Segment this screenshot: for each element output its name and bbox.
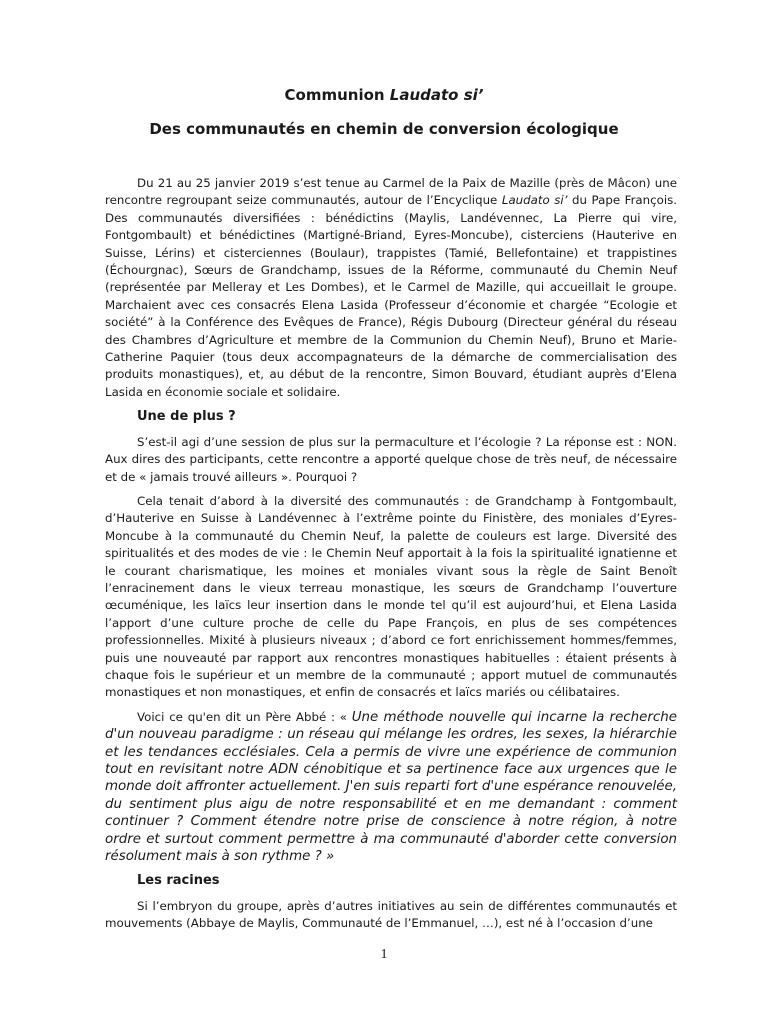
document-title-italic: Laudato si’ bbox=[389, 86, 484, 104]
page-number: 1 bbox=[380, 947, 388, 962]
intro-text-2: du Pape François. Des communautés diversifiées : bénédictins (Maylis, Landévennec, La Pierre qui vire, Fontgombault) et bénédictines (Martigné-Briand, Eyres-Moncube), cisterciens (Hauterive en Suisse, Lérins) et cisterciennes (Boulaur), trappistes (Tamié, Bellefontaine) et trappistines (Échourgnac), Sœurs de Grandchamp, issues de la Réforme, communauté du Chemin Neuf (représentée par Melleray et Les Dombes), et le Carmel de Mazille, qui accueillait le groupe. Marchaient avec ces consacrés Elena Lasida (Professeur d’économie et chargée “Ecologie et société” à la Conférence des Evêques de France), Régis Dubourg (Directeur général du réseau des Chambres d’Agriculture et membre de la Communion du Chemin Neuf), Bruno et Marie-Catherine Paquier (tous deux accompagnateurs de la démarche de commercialisation des produits monastiques), et, au début de la rencontre, Simon Bouvard, étudiant auprès d’Elena Lasida en économie sociale et solidaire. bbox=[105, 193, 677, 399]
abbot-quote: Une méthode nouvelle qui incarne la recherche d'un nouveau paradigme : un réseau qui mélange les ordres, les sexes, la hiérarchie et les tendances ecclésiales. Cela a permis de vivre une expérience de communion tout en revisitant notre ADN cénobitique et sa pertinence face aux urgences que le monde doit affronter actuellement. J'en suis reparti fort d'une espérance renouvelée, du sentiment plus aigu de notre responsabilité et en me demandant : comment continuer ? Comment étendre notre prise de conscience à notre région, à notre ordre et surtout comment permettre à ma communauté d'aborder cette conversion résolument mais à son rythme ? » bbox=[105, 709, 678, 865]
section-heading-les-racines: Les racines bbox=[137, 873, 220, 889]
document-title-text: Communion bbox=[284, 86, 390, 104]
document-subtitle: Des communautés en chemin de conversion écologique bbox=[149, 120, 619, 138]
intro-italic: Laudato si’ bbox=[501, 193, 568, 208]
intro-text-1: Du 21 au 25 janvier 2019 s’est tenue au Carmel de la Paix de Mazille (près de Mâcon) une rencontre regroupant seize communautés, autour de l’Encyclique bbox=[105, 176, 677, 208]
document-title bbox=[0, 86, 768, 104]
section1-paragraph-1: S’est-il agi d’une session de plus sur la permaculture et l’écologie ? La réponse est : NON. Aux dires des participants, cette rencontre a apporté quelque chose de très neuf, de nécessaire et de « jamais trouvé ailleurs ». Pourquoi ? bbox=[105, 434, 677, 484]
section-heading-une-de-plus: Une de plus ? bbox=[137, 409, 236, 425]
section1-paragraph-3 bbox=[105, 709, 677, 866]
intro-paragraph bbox=[105, 175, 677, 401]
document-body bbox=[105, 175, 677, 940]
quote-lead: Voici ce qu'en dit un Père Abbé : « bbox=[137, 709, 352, 724]
section2-paragraph-1: Si l’embryon du groupe, après d’autres initiatives au sein de différentes communautés et mouvements (Abbaye de Maylis, Communauté de l’Emmanuel, …), est né à l’occasion d’une bbox=[105, 898, 677, 931]
section1-paragraph-2: Cela tenait d’abord à la diversité des communautés : de Grandchamp à Fontgombault, d’Hauterive en Suisse à Landévennec à l’extrême pointe du Finistère, des moniales d’Eyres-Moncube à la communauté du Chemin Neuf, la palette de couleurs est large. Diversité des spiritualités et des modes de vie : le Chemin Neuf apportait à la fois la spiritualité ignatienne et le courant charismatique, les moines et moniales vivant sous la règle de Saint Benoît l’enracinement dans le vieux terreau monastique, les sœurs de Grandchamp l’ouverture œcuménique, les laïcs leur insertion dans le monde tel qu’il est aujourd’hui, et Elena Lasida l’apport d’une culture proche de celle du Pape François, en plus de ses compétences professionnelles. Mixité à plusieurs niveaux ; d’abord ce fort enrichissement hommes/femmes, puis une nouveauté par rapport aux rencontres monastiques habituelles : étaient présents à chaque fois le supérieur et un membre de la communauté ; apport mutuel de communautés monastiques et non monastiques, et enfin de consacrés et laïcs mariés ou célibataires. bbox=[105, 493, 677, 700]
